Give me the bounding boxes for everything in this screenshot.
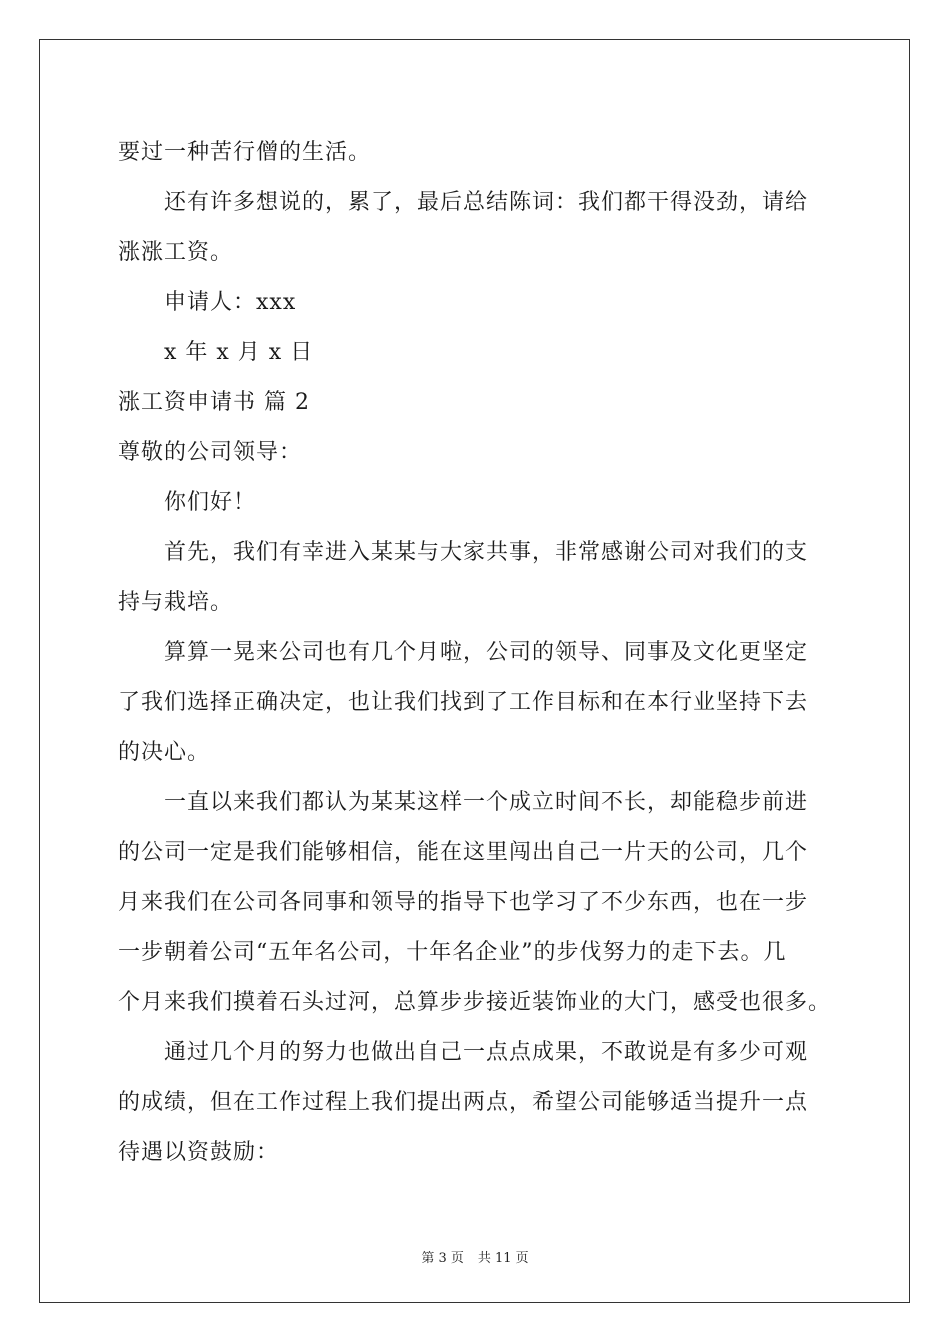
page-total: 共 11 页 — [477, 1251, 529, 1266]
text-line: 个月来我们摸着石头过河，总算步步接近装饰业的大门，感受也很多。 — [118, 990, 832, 1015]
text-line: 一步朝着公司“五年名公司，十年名企业”的步伐努力的走下去。几 — [118, 940, 787, 965]
section-title: 涨工资申请书 篇 2 — [118, 390, 310, 415]
text-line: 涨涨工资。 — [118, 240, 234, 265]
text-line: 通过几个月的努力也做出自己一点点成果，不敢说是有多少可观 — [164, 1040, 809, 1065]
text-line: 的成绩，但在工作过程上我们提出两点，希望公司能够适当提升一点 — [118, 1090, 809, 1115]
text-line: 持与栽培。 — [118, 590, 234, 615]
text-line: 的决心。 — [118, 740, 211, 765]
salutation: 尊敬的公司领导： — [118, 440, 303, 465]
date-line: x 年 x 月 x 日 — [164, 340, 314, 365]
text-line: 要过一种苦行僧的生活。 — [118, 140, 372, 165]
page-number: 第 3 页 — [421, 1251, 464, 1266]
text-line: 了我们选择正确决定，也让我们找到了工作目标和在本行业坚持下去 — [118, 690, 809, 715]
text-line: 还有许多想说的，累了，最后总结陈词：我们都干得没劲，请给 — [164, 190, 809, 215]
text-line: 的公司一定是我们能够相信，能在这里闯出自己一片天的公司，几个 — [118, 840, 809, 865]
document-body — [118, 128, 838, 1178]
text-line: 月来我们在公司各同事和领导的指导下也学习了不少东西，也在一步 — [118, 890, 809, 915]
page-footer — [0, 1247, 950, 1266]
text-line: 算算一晃来公司也有几个月啦，公司的领导、同事及文化更坚定 — [164, 640, 809, 665]
applicant-line: 申请人：xxx — [164, 290, 297, 315]
text-line: 首先，我们有幸进入某某与大家共事，非常感谢公司对我们的支 — [164, 540, 809, 565]
greeting: 你们好！ — [164, 490, 257, 515]
text-line: 一直以来我们都认为某某这样一个成立时间不长，却能稳步前进 — [164, 790, 809, 815]
text-line: 待遇以资鼓励： — [118, 1140, 280, 1165]
